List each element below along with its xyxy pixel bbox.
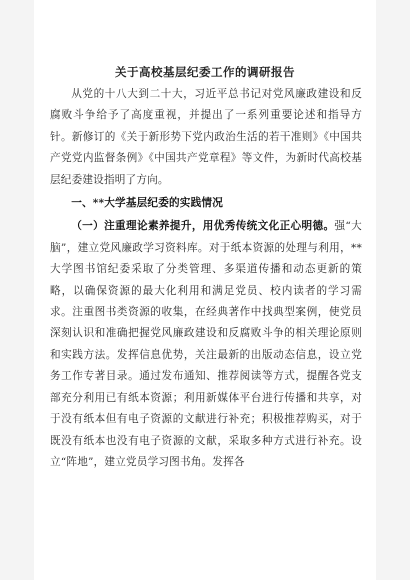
subsection-body: 强“大脑”，建立党风廉政学习资料库。对于纸本资源的处理与利用，**大学图书馆纪委采取了分类管理、多渠道传播和动态更新的策略，以确保资源的最大化利用和满足党员、校内读者的学习需求。注重图书类资源的收集，在经典著作中找典型案例，使党员深刻认识和准确把握党风廉政建设和反腐败斗争的相关理论原则和实践方法。发挥信息优势，关注最新的出版动态信息，设立党务工作专著目录。通过发布通知、推荐阅读等方式，提醒各党支部充分利用已有纸本资源；利用新媒体平台进行传播和共享，对于没有纸本但有电子资源的文献进行补充；积极推荐购买，对于既没有纸本也没有电子资源的文献，采取多种方式进行补充。设立“阵地”，建立党员学习图书角。发挥各 xyxy=(50,220,362,468)
intro-paragraph: 从党的十八大到二十大，习近平总书记对党风廉政建设和反腐败斗争给予了高度重视，并提出了一系列重要论述和指导方针。新修订的《关于新形势下党内政治生活的若干准则》《中国共产党党内监督条例》《中国共产党章程》等文件，为新时代高校基层纪委建设指明了方向。 xyxy=(50,88,362,186)
document-body xyxy=(50,84,362,473)
subsection-heading xyxy=(50,216,362,473)
document-title: 关于高校基层纪委工作的调研报告 xyxy=(115,65,295,79)
section-heading: 一、**大学基层纪委的实践情况 xyxy=(71,197,223,210)
subsection-heading-text: （一）注重理论素养提升，用优秀传统文化正心明德。 xyxy=(71,220,335,233)
document-page xyxy=(34,0,376,580)
